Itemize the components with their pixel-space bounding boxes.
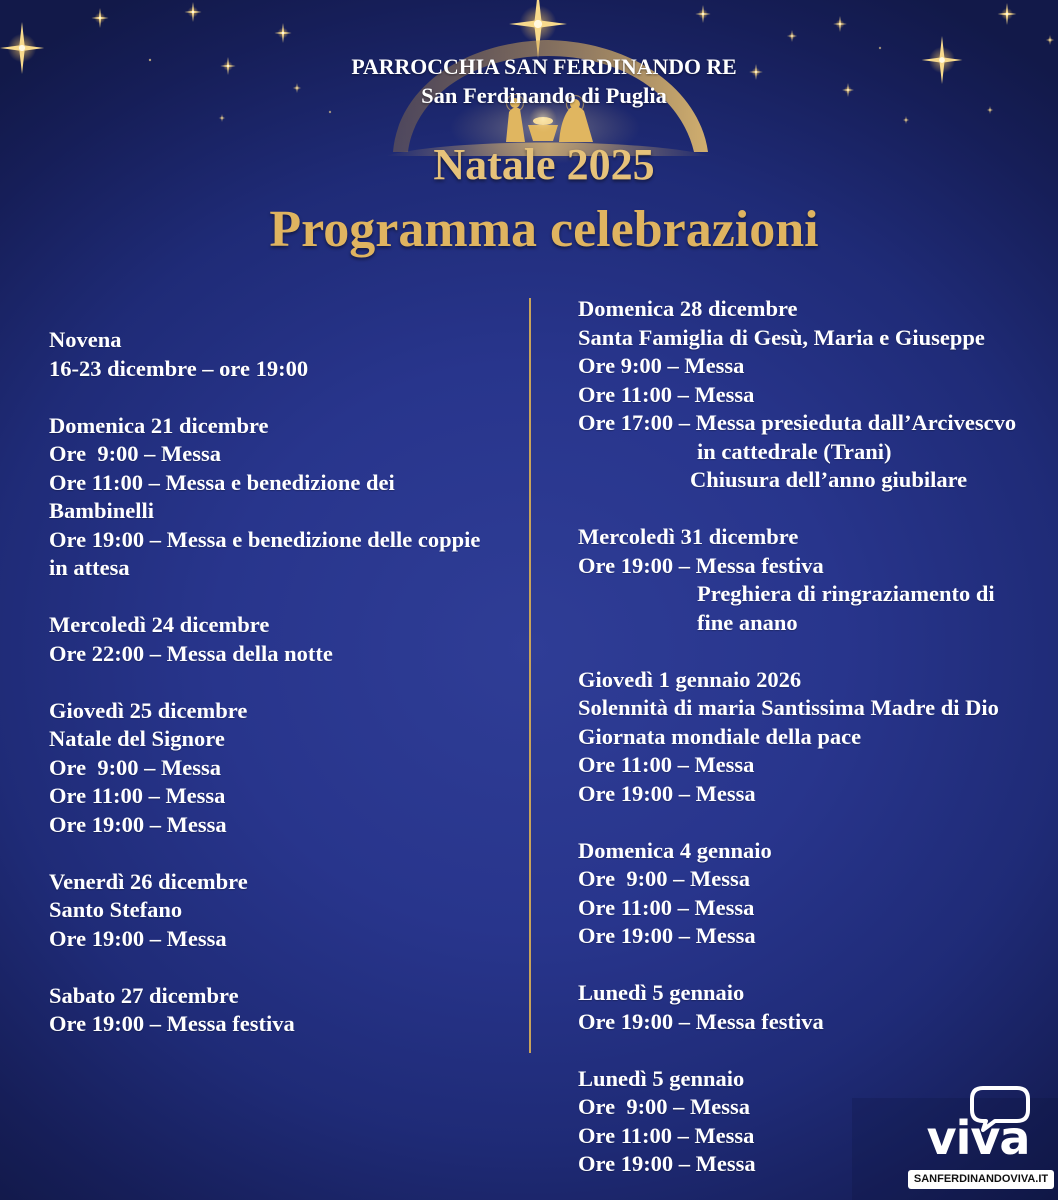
column-divider bbox=[529, 298, 531, 1053]
schedule-line: Ore 11:00 – Messa bbox=[578, 381, 755, 407]
schedule-line: Ore 19:00 – Messa bbox=[49, 925, 227, 951]
watermark-site: SANFERDINANDOVIVA.IT bbox=[908, 1170, 1054, 1189]
schedule-group bbox=[49, 611, 519, 668]
schedule-line: Ore 22:00 – Messa della notte bbox=[49, 640, 333, 666]
schedule-line: Ore 19:00 – Messa festiva bbox=[578, 552, 824, 578]
schedule-line: Ore 19:00 – Messa bbox=[49, 811, 227, 837]
schedule-group bbox=[49, 697, 519, 840]
schedule-note: fine anano bbox=[697, 609, 798, 635]
schedule-line: Ore 11:00 – Messa bbox=[49, 783, 226, 808]
schedule-line: Ore 11:00 – Messa bbox=[578, 1122, 755, 1148]
schedule-column-right bbox=[578, 295, 1048, 1179]
schedule-group bbox=[49, 412, 519, 583]
schedule-line: Bambinelli bbox=[49, 498, 155, 523]
schedule-line: Ore 9:00 – Messa bbox=[578, 866, 751, 891]
schedule-group bbox=[578, 666, 1048, 809]
schedule-group bbox=[49, 868, 519, 954]
schedule-line: Giornata mondiale della pace bbox=[578, 723, 862, 749]
group-heading: Domenica 21 dicembre bbox=[49, 412, 269, 438]
schedule-line: Santo Stefano bbox=[49, 897, 183, 922]
page-title: Programma celebrazioni bbox=[269, 201, 819, 258]
schedule-group bbox=[578, 837, 1048, 951]
event-title: Natale 2025 bbox=[433, 140, 655, 189]
group-heading: Domenica 4 gennaio bbox=[578, 837, 772, 863]
group-heading: Mercoledì 31 dicembre bbox=[578, 524, 799, 549]
schedule-line: Ore 9:00 – Messa bbox=[49, 754, 222, 780]
schedule-line: in attesa bbox=[49, 555, 130, 580]
schedule-line: Natale del Signore bbox=[49, 726, 225, 751]
schedule-line: Ore 17:00 – Messa presieduta dall’Arcivescvo bbox=[578, 410, 1017, 435]
group-heading: Novena bbox=[49, 327, 122, 352]
schedule-line: Ore 9:00 – Messa bbox=[49, 441, 222, 466]
schedule-note: Preghiera di ringraziamento di bbox=[697, 581, 995, 606]
parish-name: PARROCCHIA SAN FERDINANDO RE bbox=[351, 55, 737, 79]
schedule-note: Chiusura dell’anno giubilare bbox=[690, 467, 968, 492]
schedule-line: Ore 19:00 – Messa bbox=[578, 1151, 756, 1176]
schedule-line: Ore 9:00 – Messa bbox=[578, 353, 745, 378]
schedule-line: Solennità di maria Santissima Madre di Dio bbox=[578, 695, 999, 720]
watermark-logo: viva bbox=[926, 1111, 1030, 1165]
schedule-line: Ore 11:00 – Messa bbox=[578, 752, 755, 777]
group-heading: Domenica 28 dicembre bbox=[578, 296, 798, 321]
schedule-line: Ore 19:00 – Messa festiva bbox=[578, 1008, 824, 1034]
schedule-line: Ore 19:00 – Messa bbox=[578, 780, 756, 806]
schedule-group bbox=[578, 295, 1048, 495]
group-heading: Giovedì 25 dicembre bbox=[49, 697, 248, 723]
schedule-line: Santa Famiglia di Gesù, Maria e Giuseppe bbox=[578, 324, 985, 350]
schedule-group bbox=[578, 523, 1048, 637]
group-heading: Venerdì 26 dicembre bbox=[49, 868, 248, 894]
schedule-group bbox=[49, 326, 519, 383]
schedule-line: Ore 9:00 – Messa bbox=[578, 1094, 751, 1119]
schedule-line: Ore 19:00 – Messa e benedizione delle coppie bbox=[49, 526, 481, 552]
schedule-column-left bbox=[49, 326, 519, 1039]
schedule-group bbox=[49, 982, 519, 1039]
group-heading: Sabato 27 dicembre bbox=[49, 982, 239, 1008]
group-heading: Lunedì 5 gennaio bbox=[578, 980, 745, 1005]
town-name: San Ferdinando di Puglia bbox=[421, 83, 667, 108]
schedule-line: Ore 19:00 – Messa festiva bbox=[49, 1011, 295, 1036]
schedule-line: Ore 11:00 – Messa e benedizione dei bbox=[49, 469, 395, 495]
group-heading: Giovedì 1 gennaio 2026 bbox=[578, 666, 802, 692]
schedule-note: in cattedrale (Trani) bbox=[697, 438, 892, 464]
schedule-line: 16-23 dicembre – ore 19:00 bbox=[49, 355, 309, 381]
schedule-group bbox=[578, 979, 1048, 1036]
schedule-line: Ore 19:00 – Messa bbox=[578, 923, 756, 948]
schedule-line: Ore 11:00 – Messa bbox=[578, 894, 755, 920]
group-heading: Lunedì 5 gennaio bbox=[578, 1065, 745, 1091]
group-heading: Mercoledì 24 dicembre bbox=[49, 612, 270, 637]
